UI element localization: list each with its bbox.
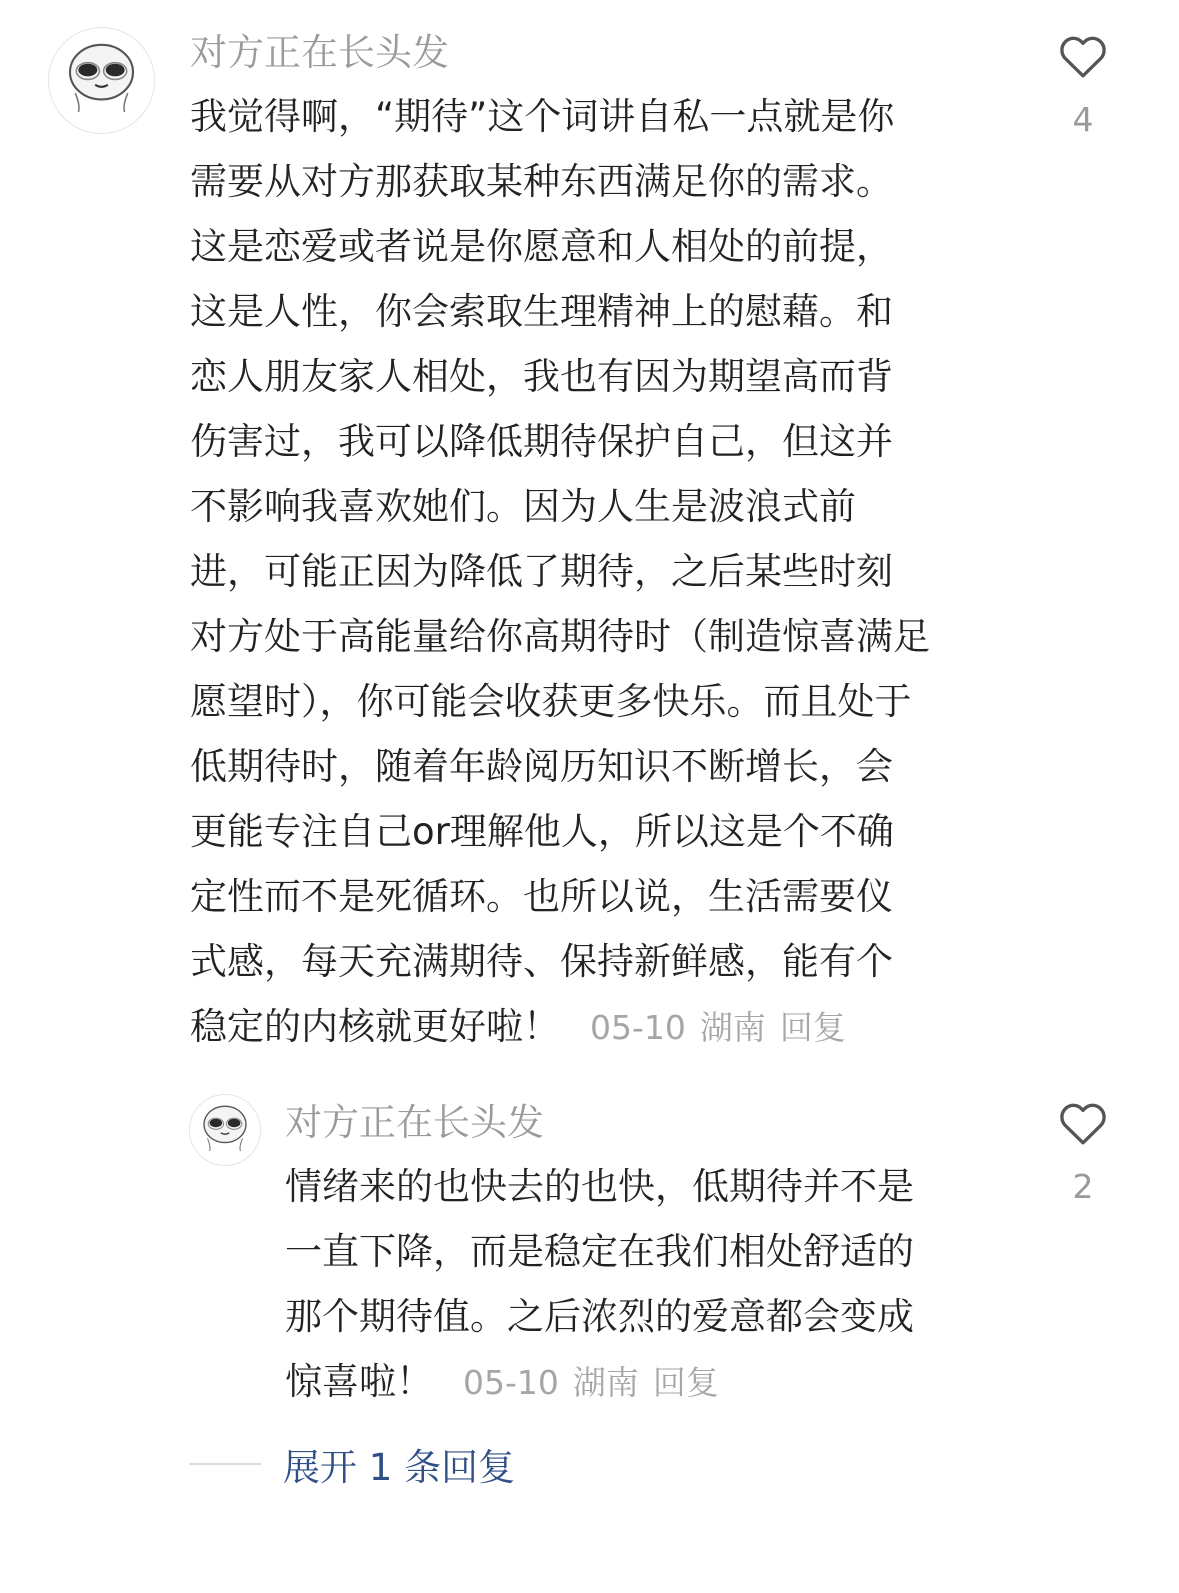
expand-divider <box>189 1463 261 1465</box>
comment-line-last <box>190 994 930 1059</box>
comment-like-button[interactable] <box>1053 33 1113 139</box>
comment-line: 这是恋爱或者说是你愿意和人相处的前提， <box>190 225 893 268</box>
comment-line: 进，可能正因为降低了期待，之后某些时刻 <box>190 550 893 593</box>
reply-date: 05-10 <box>463 1363 559 1402</box>
comment-line: 愿望时），你可能会收获更多快乐。而且处于 <box>190 680 912 723</box>
comment-line: 式感，每天充满期待、保持新鲜感，能有个 <box>190 940 893 983</box>
comment-line: 恋人朋友家人相处，我也有因为期望高而背 <box>190 355 893 398</box>
comment-line: 我觉得啊，“期待”这个词讲自私一点就是你 <box>190 95 895 138</box>
ghost-face-avatar-icon <box>49 28 154 133</box>
reply-like-button[interactable] <box>1053 1100 1113 1206</box>
expand-replies-row <box>189 1438 515 1490</box>
reply-line: 情绪来的也快去的也快，低期待并不是 <box>285 1165 914 1208</box>
comment-line: 这是人性，你会索取生理精神上的慰藉。和 <box>190 290 893 333</box>
reply-line: 那个期待值。之后浓烈的爱意都会变成 <box>285 1295 914 1338</box>
comment-line: 低期待时，随着年龄阅历知识不断增长，会 <box>190 745 893 788</box>
comment-line: 更能专注自己or理解他人，所以这是个不确 <box>190 810 894 853</box>
reply-line-text: 惊喜啦！ <box>285 1360 433 1403</box>
comment-body <box>190 84 930 1059</box>
comment-line: 伤害过，我可以降低期待保护自己，但这并 <box>190 420 893 463</box>
heart-outline-icon <box>1058 1100 1108 1146</box>
expand-replies-button[interactable]: 展开 1 条回复 <box>283 1446 516 1489</box>
heart-outline-icon <box>1058 33 1108 79</box>
comment-date: 05-10 <box>590 1008 686 1047</box>
reply-reply-button[interactable]: 回复 <box>652 1363 719 1402</box>
reply-avatar[interactable] <box>189 1094 261 1166</box>
reply-username[interactable]: 对方正在长头发 <box>285 1101 544 1144</box>
comment-line-text: 稳定的内核就更好啦！ <box>190 1005 560 1048</box>
reply-location: 湖南 <box>572 1363 639 1402</box>
comment-line: 定性而不是死循环。也所以说，生活需要仪 <box>190 875 893 918</box>
reply-like-count: 2 <box>1072 1167 1094 1206</box>
avatar[interactable] <box>48 27 155 134</box>
comment-line: 对方处于高能量给你高期待时（制造惊喜满足 <box>190 615 930 658</box>
ghost-face-avatar-icon <box>190 1095 260 1165</box>
comment-username[interactable]: 对方正在长头发 <box>190 31 449 74</box>
comment-location: 湖南 <box>699 1008 766 1047</box>
comment-line: 需要从对方那获取某种东西满足你的需求。 <box>190 160 893 203</box>
reply-body <box>285 1154 914 1414</box>
comment-like-count: 4 <box>1072 100 1094 139</box>
comment-meta <box>590 1008 846 1047</box>
reply-line-last <box>285 1349 914 1414</box>
reply-line: 一直下降，而是稳定在我们相处舒适的 <box>285 1230 914 1273</box>
comment-line: 不影响我喜欢她们。因为人生是波浪式前 <box>190 485 856 528</box>
reply-meta <box>463 1363 719 1402</box>
comment-reply-button[interactable]: 回复 <box>779 1008 846 1047</box>
